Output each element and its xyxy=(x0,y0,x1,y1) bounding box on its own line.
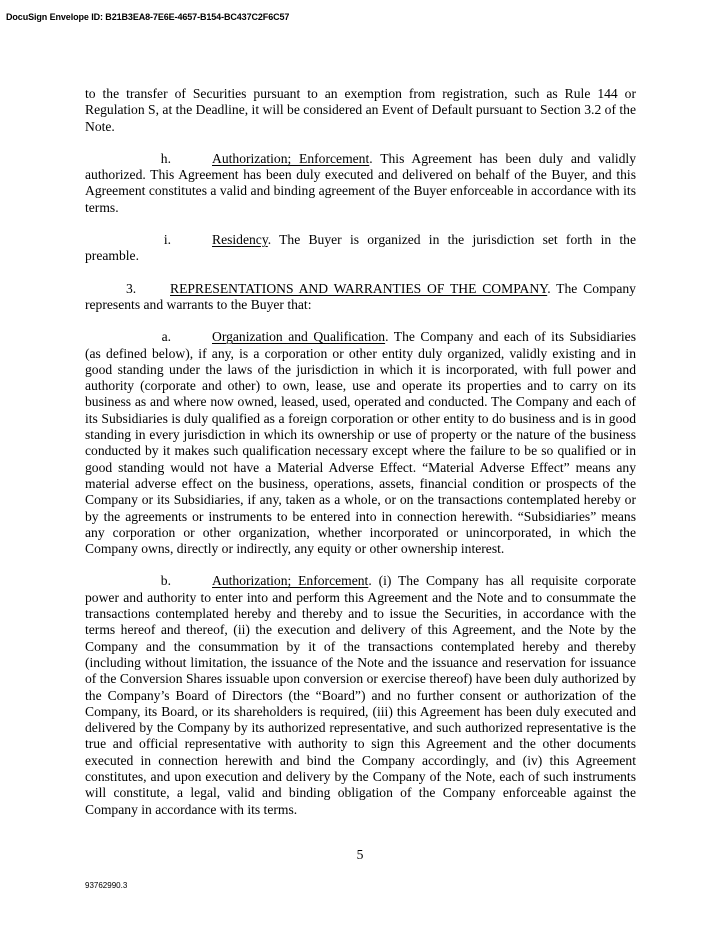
page-number: 5 xyxy=(356,847,364,862)
document-id: 93762990.3 xyxy=(85,881,128,890)
section-i-heading: Residency xyxy=(212,232,268,248)
section-i-marker: i. xyxy=(163,232,171,248)
section-h-text: . This Agreement has been duly and validly authorized. This Agreement has been duly executed and delivered on behalf of the Buyer, and this Agreement constitutes a valid and binding agreement of the Buyer enforceable in accordance with its terms. xyxy=(85,150,636,215)
section-3-number: 3. xyxy=(126,280,137,296)
section-3-text: . The Company represents and warrants to the Buyer that: xyxy=(85,280,636,312)
section-i-text: . The Buyer is organized in the jurisdiction set forth in the preamble. xyxy=(85,232,636,264)
section-b xyxy=(85,573,636,817)
section-i xyxy=(85,232,636,265)
section-b-heading: Authorization; Enforcement xyxy=(212,573,369,589)
section-3-heading: REPRESENTATIONS AND WARRANTIES OF THE COMPANY xyxy=(170,280,548,296)
section-a-heading: Organization and Qualification xyxy=(212,329,386,345)
section-h xyxy=(85,151,636,216)
paragraph-continuation: to the transfer of Securities pursuant to an exemption from registration, such as Rule 144 or Regulation S, at the Deadline, it will be considered an Event of Default pursuant to Section 3.2 of the Note. xyxy=(85,86,636,134)
docusign-envelope-id: DocuSign Envelope ID: B21B3EA8-7E6E-4657-B154-BC437C2F6C57 xyxy=(6,12,290,22)
section-a-marker: a. xyxy=(161,329,171,345)
section-h-marker: h. xyxy=(160,150,171,166)
section-a-text: . The Company and each of its Subsidiaries (as defined below), if any, is a corporation or other entity duly organized, validly existing and in good standing under the laws of the jurisdiction in which it is incorporated, with full power and authority (corporate and other) to own, lease, use and operate its properties and to carry on its business as and where now owned, leased, used, operated and conducted. The Company and each of its Subsidiaries is duly qualified as a foreign corporation or other entity to do business and is in good standing in every jurisdiction in which its ownership or use of property or the nature of the business conducted by it makes such qualification necessary except where the failure to be so qualified or in good standing would not have a Material Adverse Effect. “Material Adverse Effect” means any material adverse effect on the business, operations, assets, financial condition or prospects of the Company or its Subsidiaries, if any, taken as a whole, or on the transactions contemplated hereby or by the agreements or instruments to be entered into in connection herewith. “Subsidiaries” means any corporation or other organization, whether incorporated or unincorporated, in which the Company owns, directly or indirectly, any equity or other ownership interest. xyxy=(85,329,636,557)
section-b-text: . (i) The Company has all requisite corporate power and authority to enter into and perform this Agreement and the Note and to consummate the transactions contemplated hereby and thereby and to issue the Securities, in accordance with the terms hereof and thereof, (ii) the execution and delivery of this Agreement, and the Note by the Company and the consummation by it of the transactions contemplated hereby and thereby (including without limitation, the issuance of the Note and the issuance and reservation for issuance of the Conversion Shares issuable upon conversion or exercise thereof) have been duly authorized by the Company’s Board of Directors (the “Board”) and no further consent or authorization of the Company, its Board, or its shareholders is required, (iii) this Agreement has been duly executed and delivered by the Company by its authorized representative, and such authorized representative is the true and official representative with authority to sign this Agreement and the other documents executed in connection herewith and bind the Company accordingly, and (iv) this Agreement constitutes, and upon execution and delivery by the Company of the Note, each of such instruments will constitute, a legal, valid and binding obligation of the Company enforceable against the Company in accordance with its terms. xyxy=(85,573,636,817)
section-b-marker: b. xyxy=(160,573,171,589)
section-h-heading: Authorization; Enforcement xyxy=(212,150,370,166)
section-3 xyxy=(85,281,636,314)
section-a xyxy=(85,329,636,557)
document-body xyxy=(85,86,636,834)
